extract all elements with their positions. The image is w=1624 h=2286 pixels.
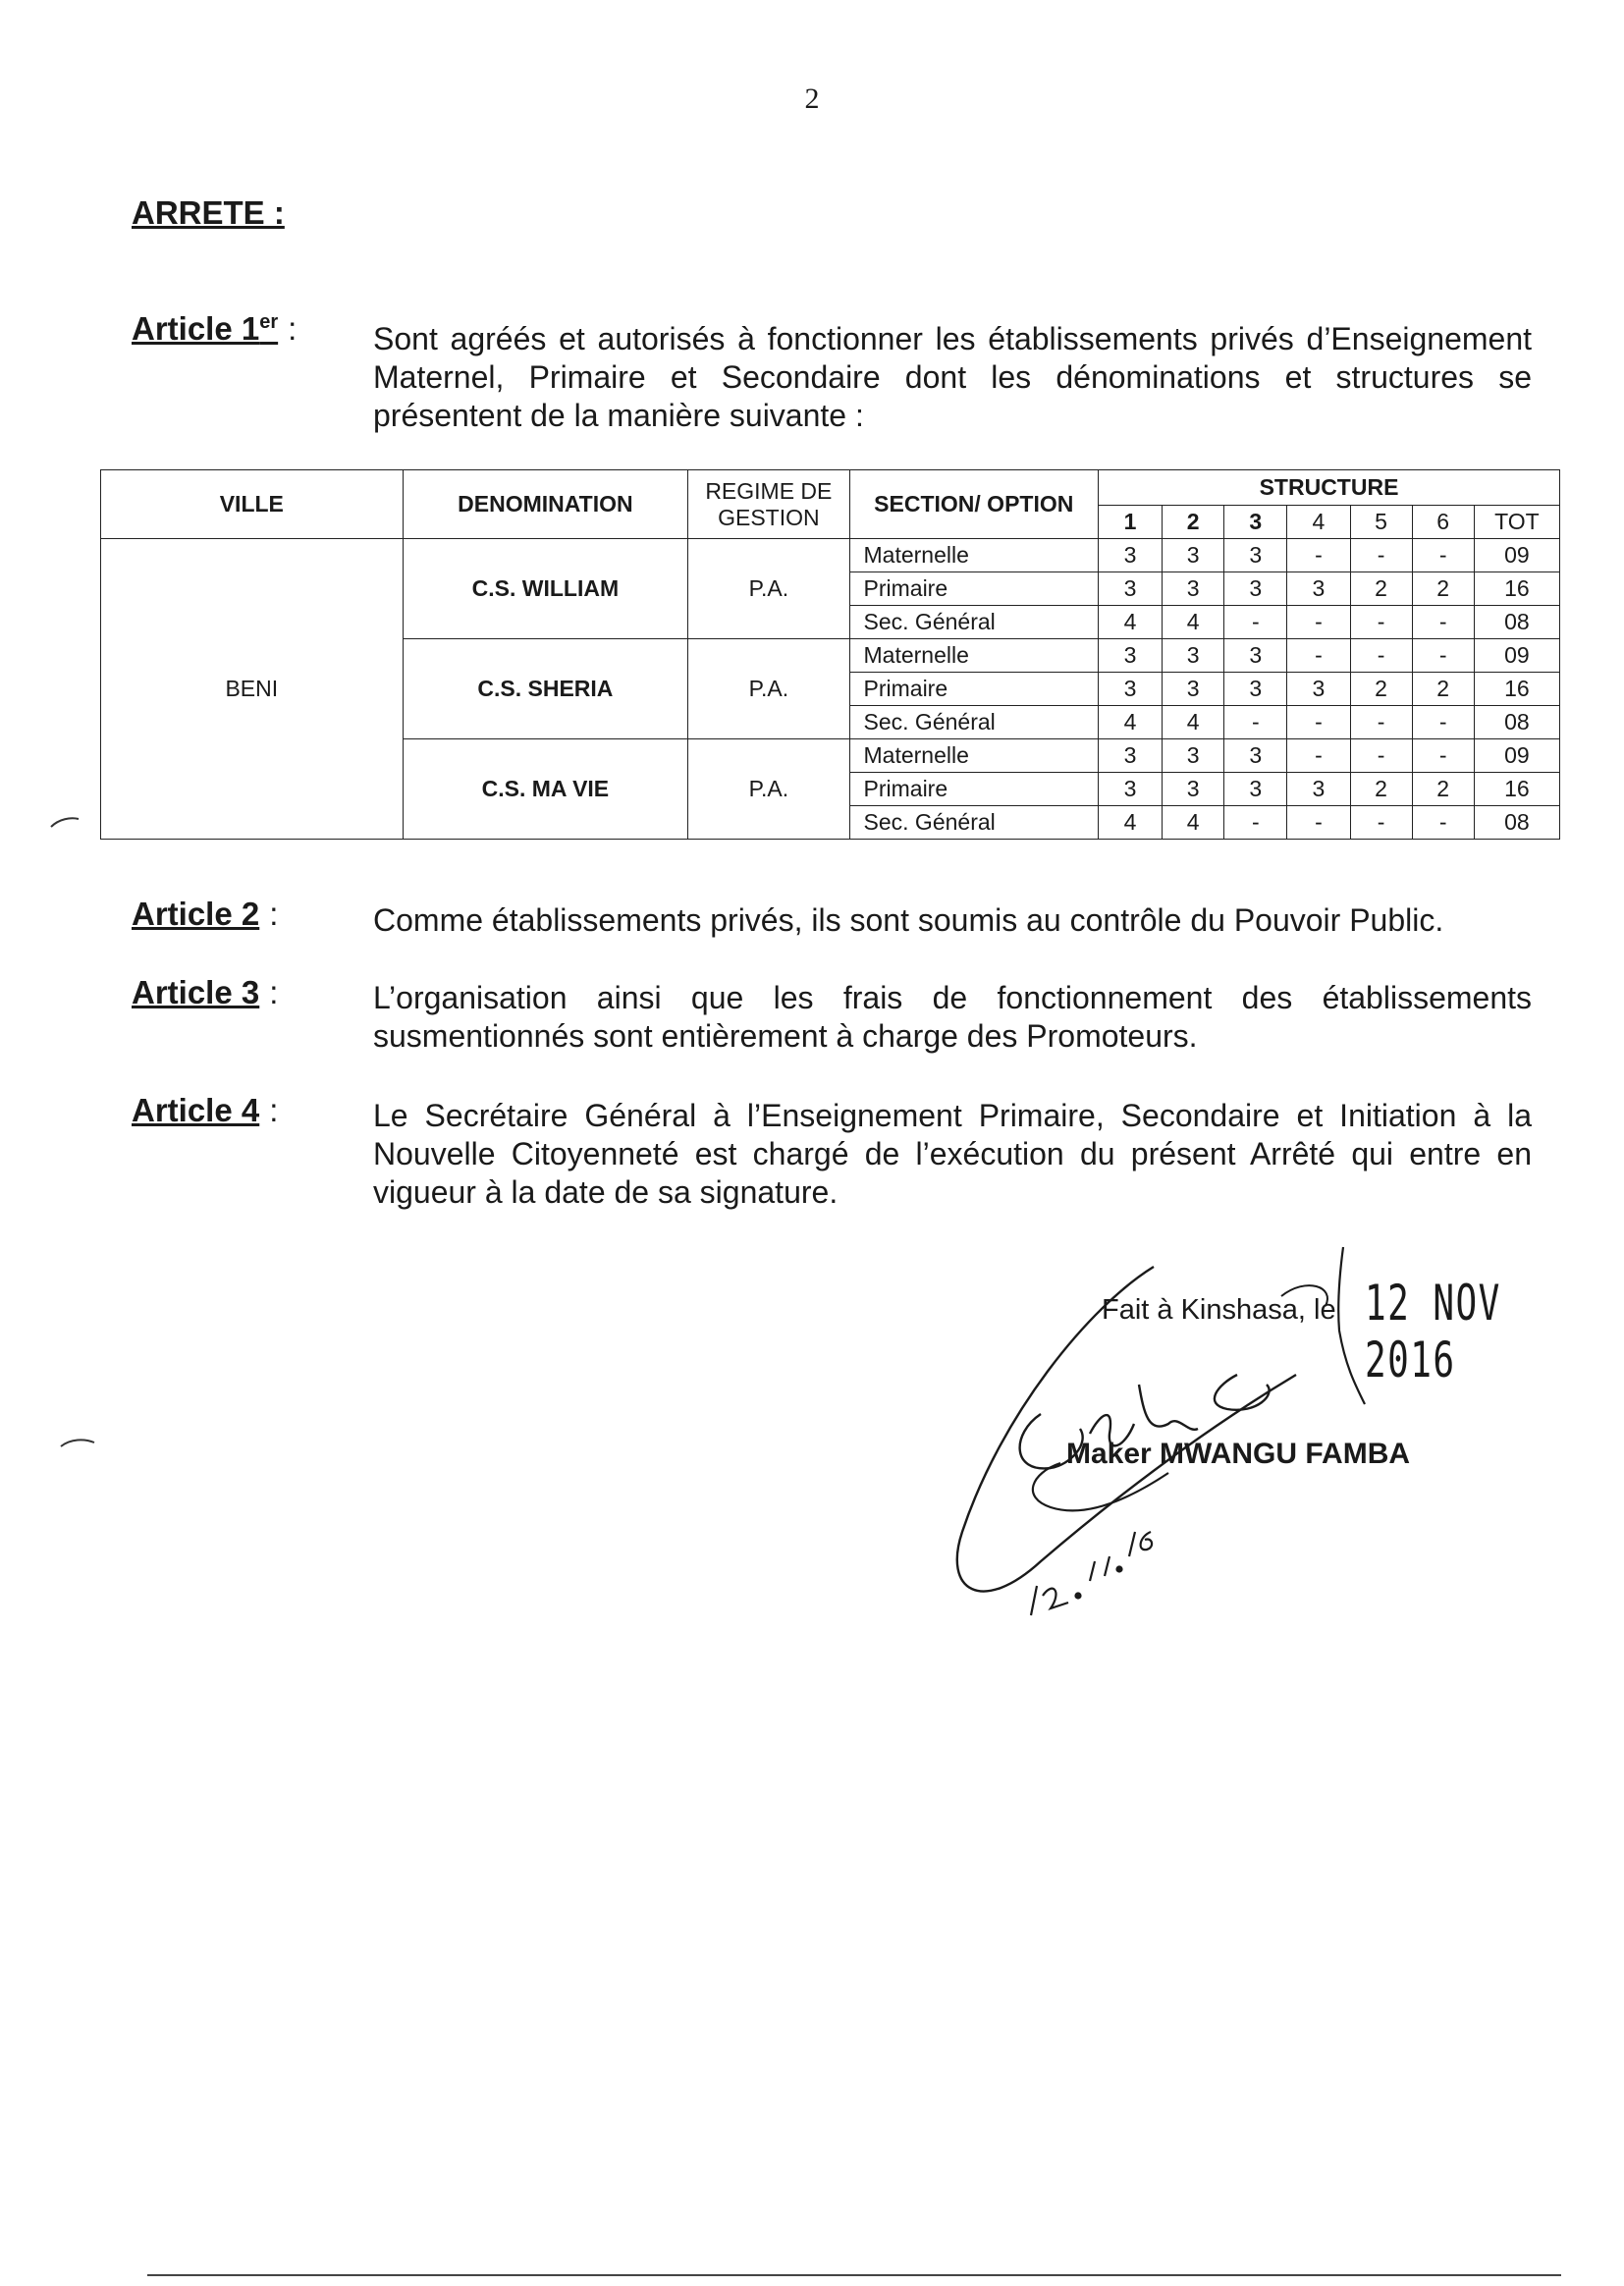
structure-cell: -	[1412, 706, 1474, 739]
header-col: 3	[1224, 506, 1287, 539]
structure-cell: 2	[1412, 773, 1474, 806]
article-2-text: Comme établissements privés, ils sont soumis au contrôle du Pouvoir Public.	[373, 902, 1444, 938]
header-section: SECTION/ OPTION	[849, 470, 1099, 539]
structure-cell: -	[1412, 539, 1474, 572]
section-cell: Sec. Général	[849, 606, 1099, 639]
structure-cell: 3	[1163, 739, 1224, 773]
signature-tail	[1033, 1463, 1168, 1510]
structure-cell: 4	[1163, 806, 1224, 840]
structure-cell: 3	[1099, 639, 1163, 673]
structure-cell: 4	[1099, 606, 1163, 639]
structure-cell: 4	[1163, 706, 1224, 739]
structure-cell: -	[1287, 639, 1350, 673]
total-cell: 08	[1474, 806, 1559, 840]
header-col: 6	[1412, 506, 1474, 539]
total-cell: 09	[1474, 539, 1559, 572]
structure-cell: 3	[1163, 572, 1224, 606]
structure-cell: 2	[1350, 572, 1412, 606]
article-3-label: Article 3 :	[132, 974, 279, 1010]
structure-cell: 3	[1163, 639, 1224, 673]
structure-cell: -	[1412, 806, 1474, 840]
article-1-text: Sont agréés et autorisés à fonctionner les établissements privés d’Enseignement Maternel, Primaire et Secondaire dont les dénominations et structures se présentent de la manière suivante :	[373, 321, 1532, 433]
table-row	[101, 539, 1560, 572]
total-cell: 16	[1474, 673, 1559, 706]
handwritten-signature	[943, 1237, 1492, 1650]
total-cell: 09	[1474, 739, 1559, 773]
section-cell: Primaire	[849, 673, 1099, 706]
structure-cell: 3	[1099, 739, 1163, 773]
arrete-heading: ARRETE :	[132, 194, 285, 231]
header-col: 1	[1099, 506, 1163, 539]
article-4-label: Article 4 :	[132, 1092, 279, 1128]
header-ville: VILLE	[101, 470, 404, 539]
structure-cell: 3	[1287, 773, 1350, 806]
structure-cell: 3	[1163, 539, 1224, 572]
signature-initials	[1020, 1385, 1198, 1468]
denomination-cell: C.S. MA VIE	[403, 739, 688, 840]
structure-cell: -	[1350, 706, 1412, 739]
section-cell: Sec. Général	[849, 706, 1099, 739]
article-1-label-text: Article 1er	[132, 310, 279, 347]
regime-cell: P.A.	[688, 739, 849, 840]
total-cell: 08	[1474, 606, 1559, 639]
section-cell: Primaire	[849, 572, 1099, 606]
scan-mark	[49, 805, 108, 835]
structure-cell: 3	[1224, 639, 1287, 673]
table-body	[101, 539, 1560, 840]
place-and-date-text: Fait à Kinshasa, le	[1102, 1294, 1336, 1326]
structure-cell: -	[1287, 606, 1350, 639]
denomination-cell: C.S. WILLIAM	[403, 539, 688, 639]
article-1-label: Article 1er :	[132, 310, 298, 347]
structure-cell: 3	[1163, 673, 1224, 706]
structure-cell: 3	[1163, 773, 1224, 806]
total-cell: 08	[1474, 706, 1559, 739]
structure-cell: 3	[1099, 773, 1163, 806]
structure-cell: 3	[1099, 673, 1163, 706]
signature-flourish	[1281, 1285, 1327, 1306]
section-cell: Maternelle	[849, 739, 1099, 773]
structure-cell: 2	[1350, 773, 1412, 806]
structure-cell: -	[1350, 806, 1412, 840]
header-structure: STRUCTURE	[1099, 470, 1560, 506]
header-denomination: DENOMINATION	[403, 470, 688, 539]
date-stamp: 12 NOV 2016	[1365, 1275, 1501, 1388]
section-cell: Maternelle	[849, 639, 1099, 673]
structure-cell: 3	[1224, 739, 1287, 773]
structure-cell: -	[1350, 639, 1412, 673]
structure-cell: -	[1287, 706, 1350, 739]
article-2-label: Article 2 :	[132, 896, 279, 932]
regime-cell: P.A.	[688, 639, 849, 739]
structure-cell: 3	[1224, 773, 1287, 806]
header-col: 5	[1350, 506, 1412, 539]
structure-cell: -	[1350, 539, 1412, 572]
page-number: 2	[804, 82, 820, 115]
structure-cell: -	[1224, 706, 1287, 739]
total-cell: 16	[1474, 572, 1559, 606]
structure-cell: -	[1412, 639, 1474, 673]
structure-cell: 4	[1163, 606, 1224, 639]
structure-cell: 3	[1224, 539, 1287, 572]
structure-cell: 3	[1287, 572, 1350, 606]
signature-vertical-stroke	[1338, 1247, 1365, 1404]
signatory-name: Maker MWANGU FAMBA	[1066, 1438, 1411, 1470]
structure-cell: 2	[1412, 673, 1474, 706]
total-cell: 09	[1474, 639, 1559, 673]
structure-cell: 2	[1350, 673, 1412, 706]
header-regime: REGIME DE GESTION	[688, 470, 849, 539]
structure-cell: -	[1287, 739, 1350, 773]
structure-cell: -	[1287, 539, 1350, 572]
denomination-cell: C.S. SHERIA	[403, 639, 688, 739]
structure-table	[100, 469, 1560, 840]
structure-cell: -	[1224, 806, 1287, 840]
structure-cell: 3	[1099, 572, 1163, 606]
structure-cell: 4	[1099, 806, 1163, 840]
structure-cell: 3	[1287, 673, 1350, 706]
total-cell: 16	[1474, 773, 1559, 806]
handwritten-date	[1031, 1532, 1152, 1615]
section-cell: Maternelle	[849, 539, 1099, 572]
structure-cell: -	[1412, 606, 1474, 639]
structure-cell: -	[1287, 806, 1350, 840]
structure-cell: -	[1350, 739, 1412, 773]
article-3-text: L’organisation ainsi que les frais de fonctionnement des établissements susmentionnés sont entièrement à charge des Promoteurs.	[373, 980, 1532, 1054]
header-col: TOT	[1474, 506, 1559, 539]
structure-cell: 3	[1099, 539, 1163, 572]
section-cell: Sec. Général	[849, 806, 1099, 840]
regime-cell: P.A.	[688, 539, 849, 639]
bottom-rule	[147, 2274, 1561, 2276]
article-4-text: Le Secrétaire Général à l’Enseignement Primaire, Secondaire et Initiation à la Nouvelle Citoyenneté est chargé de l’exécution du présent Arrêté qui entre en vigueur à la date de sa signature.	[373, 1098, 1532, 1210]
header-col: 2	[1163, 506, 1224, 539]
structure-cell: 3	[1224, 572, 1287, 606]
header-col: 4	[1287, 506, 1350, 539]
structure-cell: -	[1350, 606, 1412, 639]
section-cell: Primaire	[849, 773, 1099, 806]
structure-cell: 2	[1412, 572, 1474, 606]
structure-cell: -	[1412, 739, 1474, 773]
scan-mark	[59, 1429, 118, 1458]
structure-cell: 4	[1099, 706, 1163, 739]
signature-loop	[957, 1267, 1296, 1592]
signature-curl	[1215, 1375, 1270, 1410]
ville-cell: BENI	[101, 539, 404, 840]
structure-cell: -	[1224, 606, 1287, 639]
structure-cell: 3	[1224, 673, 1287, 706]
